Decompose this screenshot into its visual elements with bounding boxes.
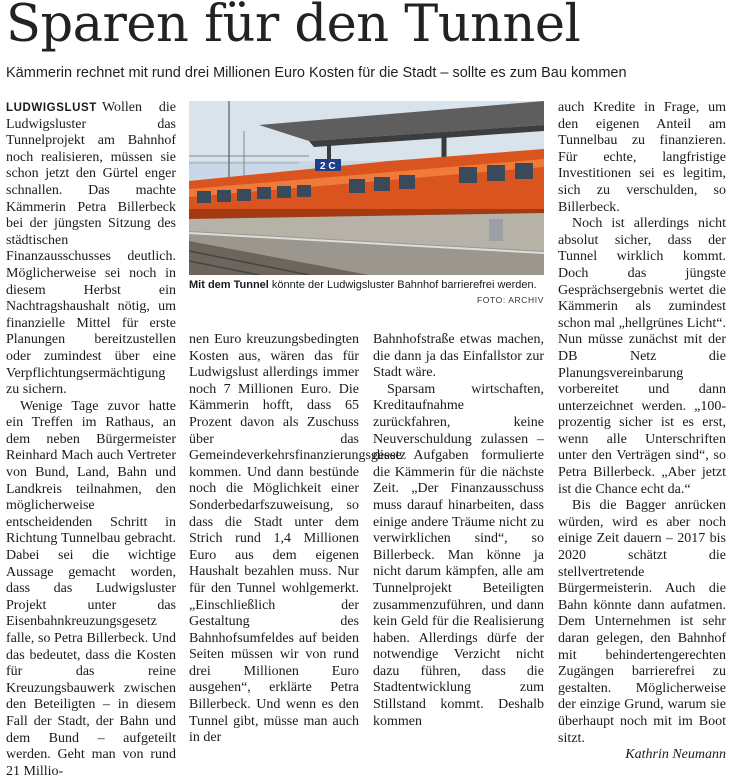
photo-credit: FOTO: ARCHIV: [476, 295, 544, 305]
article-column-2: [189, 332, 406, 747]
paragraph: Sparsam wirtschaften, Kreditaufnahme zurückfahren, keine Neuverschuldung zulassen – diese Aufgaben formulierte die Kämmerin für die nächste Zeit. „Der Finanzausschuss muss darauf hinarbeiten, dass einige andere Träume nicht zu verwirklichen sind“, so Billerbeck. Man könne ja nicht darum kämpfen, alle am Tunnelprojekt Beteiligten zusammenzuführen, und dann kein Geld für die Realisierung haben. Allerdings dürfe der notwendige Verzicht nicht dazu führen, dass die Stadtentwicklung zum Stillstand kommt. Deshalb kommen: [373, 381, 544, 729]
dateline: LUDWIGSLUST: [6, 102, 97, 114]
train-photo-illustration: [189, 101, 544, 275]
paragraph: [6, 100, 176, 399]
train-station-photo: [189, 101, 544, 275]
paragraph-text: Wollen die Ludwigsluster das Tunnelprojekt am Bahnhof noch realisieren, müssen sie schon jetzt den Gürtel enger schnallen. Das machte Kämmerin Petra Billerbeck bei der jüngsten Sitzung des städtischen Finanzausschusses deutlich. Möglicherweise sei noch in diesem Herbst ein Nachtragshaushalt nötig, um finanzielle Mittel für erste Planungen bereitzustellen oder zumindest über eine Verpflichtungsermächtigung zu sichern.: [6, 100, 176, 398]
paragraph: auch Kredite in Frage, um den eigenen Anteil am Tunnelbau zu finanzieren. Für echte, langfristige Investitionen sei es legitim, sich zu verschulden, so Billerbeck.: [558, 100, 726, 215]
paragraph: Wenige Tage zuvor hatte ein Treffen im Rathaus, an dem neben Bürgermeister Reinhard Mach auch Vertreter von Bund, Land, Bahn und Landkreis teilnahmen, den möglicherweise entscheidenden Schritt in Richtung Tunnelbau gebracht. Dabei sei die wichtige Aussage gemacht worden, dass das Ludwigsluster Projekt unter das Eisenbahnkreuzungsgesetz falle, so Petra Billerbeck. Und das bedeutet, dass die Kosten für das reine Kreuzungsbauwerk zwischen den Beteiligten – in diesem Fall der Stadt, der Bahn und dem Bund – aufgeteilt werden. Geht man von rund 21 Millio-: [6, 398, 176, 779]
caption-lead: Mit dem Tunnel: [189, 279, 269, 291]
platform-sign: 2 C: [320, 161, 336, 172]
subheadline: Kämmerin rechnet mit rund drei Millionen Euro Kosten für die Stadt – sollte es zum Bau kommen: [6, 65, 627, 81]
caption-text: könnte der Ludwigsluster Bahnhof barrierefrei werden.: [271, 279, 537, 291]
article-column-3: [373, 332, 544, 730]
paragraph: Noch ist allerdings nicht absolut sicher, dass der Tunnel wirklich kommt. Doch das jüngste Gesprächsergebnis wertet die Kämmerin als zumindest schon mal „hellgrünes Licht“. Nun müsse zunächst mit der DB Netz die Planungsvereinbarung vorbereitet und dann unterzeichnet werden. „100-prozentig sicher ist es erst, wenn alle Unterschriften unter den Verträgen sind“, so Petra Billerbeck. „Aber jetzt ist die Chance echt da.“: [558, 216, 726, 497]
article-column-4: [558, 100, 726, 764]
headline: Sparen für den Tunnel: [6, 0, 581, 54]
photo-caption: [189, 279, 544, 307]
paragraph: Bahnhofstraße etwas machen, die dann ja das Einfallstor zur Stadt wäre.: [373, 332, 544, 381]
article-column-1: [6, 100, 176, 780]
paragraph: nen Euro kreuzungsbedingten Kosten aus, wären das für Ludwigslust allerdings immer noch 7 Millionen Euro. Die Kämmerin hofft, dass 65 Prozent davon als Zuschuss über das Gemeindeverkehrsfinanzierungsgesetz kommen. Und dann bestünde noch die Möglichkeit einer Sonderbedarfszuweisung, so dass die Stadt unter dem Strich rund 1,4 Millionen Euro aus dem eigenen Haushalt bezahlen muss. Nur für den Tunnel wohlgemerkt. „Einschließlich der Gestaltung des Bahnhofsumfeldes auf beiden Seiten müssen wir von rund drei Millionen Euro ausgehen“, erklärte Petra Billerbeck. Und wenn es den Tunnel gibt, müsse man auch in der: [189, 332, 406, 746]
paragraph: Bis die Bagger anrücken würden, wird es aber noch einige Zeit dauern – 2017 bis 2020 schätzt die stellvertretende Bürgermeisterin. Auch die Bahn könnte dann aufatmen. Dem Unternehmen ist sehr daran gelegen, den Bahnhof mit behindertengerechten Zugängen barrierefrei zu gestalten. Möglicherweise der einzige Grund, warum sie überhaupt noch mit im Boot sitzt.: [558, 498, 726, 746]
author-byline: Kathrin Neumann: [625, 747, 726, 763]
